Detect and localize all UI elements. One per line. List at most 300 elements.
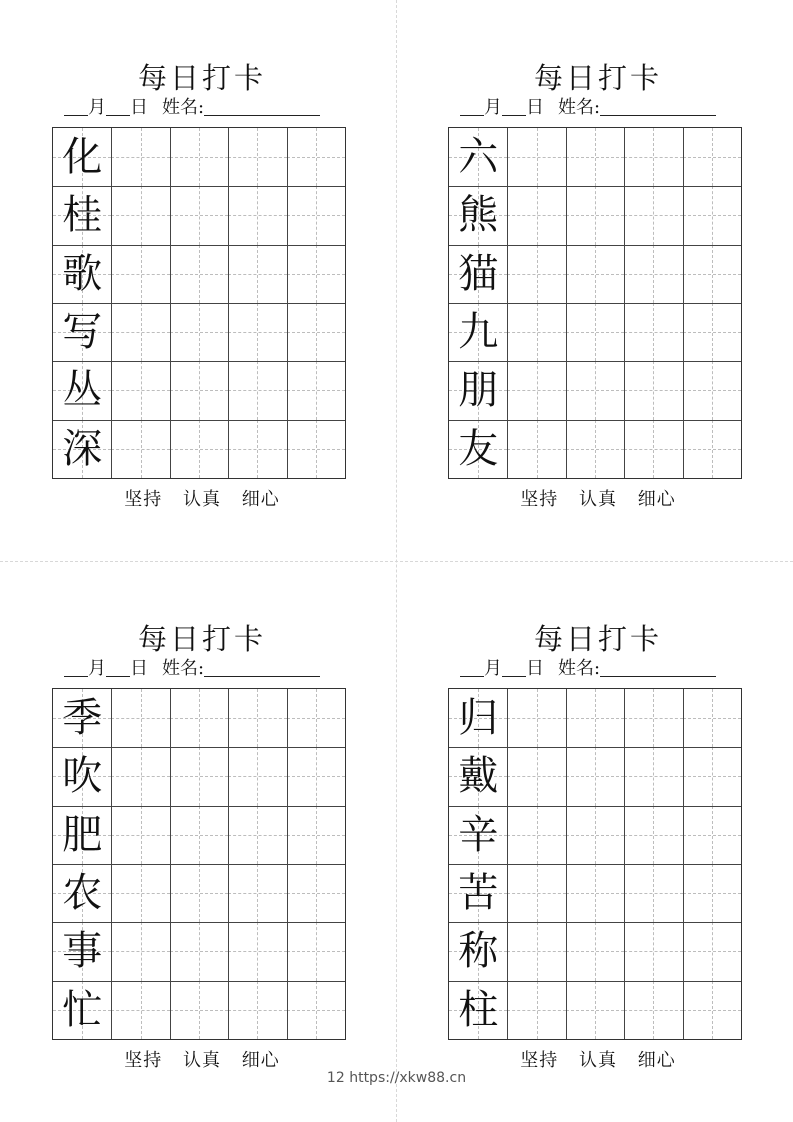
model-character: 事 [62, 928, 103, 975]
practice-cell[interactable] [287, 806, 345, 864]
guide-line-vertical [199, 186, 200, 244]
model-character: 六 [458, 134, 499, 180]
practice-cell[interactable] [287, 420, 345, 478]
guide-line-vertical [653, 689, 654, 747]
practice-cell[interactable] [507, 922, 565, 980]
guide-line-vertical [199, 303, 200, 361]
practice-cell[interactable] [624, 186, 682, 244]
guide-line-vertical [257, 981, 258, 1039]
practice-cell[interactable] [566, 864, 624, 922]
guide-line-vertical [141, 747, 142, 805]
practice-cell[interactable] [111, 128, 169, 186]
guide-line-vertical [653, 186, 654, 244]
guide-line-vertical [316, 747, 317, 805]
guide-line-vertical [595, 922, 596, 980]
day-blank[interactable] [106, 114, 130, 116]
motto: 坚持 认真 细心 [124, 489, 280, 510]
model-character-cell [449, 303, 507, 361]
model-character: 朋 [458, 367, 499, 414]
practice-cell[interactable] [624, 245, 682, 303]
practice-cell[interactable] [507, 245, 565, 303]
model-character: 九 [458, 308, 499, 355]
practice-cell[interactable] [683, 806, 741, 864]
practice-cell[interactable] [624, 981, 682, 1039]
guide-line-vertical [316, 245, 317, 303]
model-character: 称 [458, 928, 499, 975]
practice-cell[interactable] [683, 361, 741, 419]
grid-row [53, 864, 345, 922]
practice-cell[interactable] [287, 303, 345, 361]
column-divider [507, 128, 508, 478]
guide-line-vertical [537, 806, 538, 864]
writing-grid [52, 127, 346, 479]
guide-line-vertical [653, 922, 654, 980]
guide-line-vertical [537, 303, 538, 361]
guide-line-vertical [653, 747, 654, 805]
practice-cell[interactable] [566, 420, 624, 478]
guide-line-vertical [199, 864, 200, 922]
practice-cell[interactable] [111, 747, 169, 805]
grid-row [53, 981, 345, 1039]
guide-line-vertical [537, 245, 538, 303]
practice-cell[interactable] [111, 922, 169, 980]
guide-line-vertical [537, 922, 538, 980]
practice-cell[interactable] [624, 806, 682, 864]
grid-row [449, 245, 741, 303]
practice-cell[interactable] [287, 922, 345, 980]
practice-cell[interactable] [624, 864, 682, 922]
model-character: 苦 [458, 869, 499, 916]
practice-cell[interactable] [683, 303, 741, 361]
guide-line-vertical [141, 420, 142, 478]
model-character-cell [53, 245, 111, 303]
column-divider [228, 689, 229, 1039]
grid-row [449, 128, 741, 186]
practice-cell[interactable] [111, 245, 169, 303]
writing-grid [52, 688, 346, 1040]
grid-row [53, 689, 345, 747]
page-footer [0, 1070, 793, 1086]
guide-line-vertical [712, 186, 713, 244]
guide-line-vertical [595, 186, 596, 244]
practice-cell[interactable] [287, 128, 345, 186]
guide-line-vertical [199, 806, 200, 864]
guide-line-vertical [653, 420, 654, 478]
model-character: 季 [62, 695, 103, 741]
practice-cell[interactable] [566, 806, 624, 864]
practice-cell[interactable] [111, 420, 169, 478]
guide-line-vertical [141, 303, 142, 361]
month-blank[interactable] [460, 114, 484, 116]
practice-cell[interactable] [170, 420, 228, 478]
practice-cell[interactable] [287, 245, 345, 303]
guide-line-vertical [712, 864, 713, 922]
guide-line-vertical [257, 128, 258, 186]
guide-line-vertical [316, 806, 317, 864]
practice-cell[interactable] [566, 981, 624, 1039]
guide-line-vertical [199, 128, 200, 186]
practice-cell[interactable] [683, 245, 741, 303]
month-label: 月 [88, 658, 106, 679]
guide-line-vertical [257, 806, 258, 864]
model-character: 柱 [458, 986, 499, 1033]
model-character-cell [449, 186, 507, 244]
model-character: 吹 [62, 753, 103, 800]
model-character: 辛 [458, 811, 499, 858]
practice-cell[interactable] [507, 864, 565, 922]
column-divider [566, 128, 567, 478]
practice-cell[interactable] [683, 689, 741, 747]
practice-cell[interactable] [507, 689, 565, 747]
guide-line-vertical [316, 128, 317, 186]
card-title: 每日打卡 [533, 61, 662, 95]
guide-line-vertical [141, 128, 142, 186]
model-character: 归 [458, 695, 499, 741]
month-blank[interactable] [64, 675, 88, 677]
practice-cell[interactable] [624, 128, 682, 186]
guide-line-vertical [257, 245, 258, 303]
guide-line-vertical [653, 806, 654, 864]
model-character-cell [449, 689, 507, 747]
writing-grid [448, 127, 742, 479]
guide-line-vertical [712, 303, 713, 361]
practice-cell[interactable] [111, 864, 169, 922]
guide-line-vertical [141, 806, 142, 864]
practice-cell[interactable] [228, 303, 286, 361]
practice-card [52, 60, 352, 510]
model-character-cell [53, 420, 111, 478]
practice-cell[interactable] [683, 186, 741, 244]
model-character-cell [53, 864, 111, 922]
guide-line-vertical [653, 981, 654, 1039]
model-character-cell [449, 747, 507, 805]
practice-cell[interactable] [287, 689, 345, 747]
grid-row [53, 186, 345, 244]
guide-line-vertical [653, 128, 654, 186]
column-divider [287, 128, 288, 478]
practice-card [52, 621, 352, 1071]
practice-cell[interactable] [507, 747, 565, 805]
day-blank[interactable] [106, 675, 130, 677]
guide-line-vertical [257, 689, 258, 747]
practice-cell[interactable] [170, 806, 228, 864]
column-divider [170, 128, 171, 478]
practice-cell[interactable] [624, 303, 682, 361]
practice-cell[interactable] [228, 806, 286, 864]
source-url: https://xkw88.cn [349, 1070, 467, 1086]
guide-line-vertical [141, 981, 142, 1039]
practice-card [448, 60, 748, 510]
guide-line-vertical [712, 689, 713, 747]
practice-cell[interactable] [683, 922, 741, 980]
guide-line-vertical [316, 303, 317, 361]
date-name-line [448, 95, 748, 121]
day-label: 日 [526, 97, 544, 118]
grid-row [53, 245, 345, 303]
guide-line-vertical [595, 245, 596, 303]
model-character-cell [53, 361, 111, 419]
model-character-cell [449, 981, 507, 1039]
grid-row [449, 806, 741, 864]
guide-line-vertical [712, 747, 713, 805]
guide-line-vertical [257, 747, 258, 805]
guide-line-vertical [316, 864, 317, 922]
practice-cell[interactable] [287, 361, 345, 419]
guide-line-vertical [595, 303, 596, 361]
month-label: 月 [484, 658, 502, 679]
name-blank[interactable] [600, 114, 716, 116]
practice-cell[interactable] [170, 747, 228, 805]
practice-cell[interactable] [624, 689, 682, 747]
guide-line-vertical [257, 922, 258, 980]
day-label: 日 [130, 97, 148, 118]
guide-line-vertical [141, 361, 142, 419]
model-character: 戴 [458, 753, 499, 800]
date-name-line [52, 95, 352, 121]
grid-row [449, 303, 741, 361]
column-divider [111, 128, 112, 478]
guide-line-vertical [595, 806, 596, 864]
writing-grid [448, 688, 742, 1040]
practice-cell[interactable] [287, 981, 345, 1039]
practice-cell[interactable] [111, 981, 169, 1039]
practice-cell[interactable] [566, 747, 624, 805]
practice-cell[interactable] [566, 128, 624, 186]
model-character-cell [53, 186, 111, 244]
practice-cell[interactable] [111, 186, 169, 244]
practice-card [448, 621, 748, 1071]
guide-line-vertical [595, 747, 596, 805]
guide-line-vertical [199, 361, 200, 419]
practice-cell[interactable] [111, 303, 169, 361]
guide-line-vertical [257, 864, 258, 922]
guide-line-vertical [257, 420, 258, 478]
guide-line-vertical [595, 128, 596, 186]
grid-row [53, 361, 345, 419]
practice-cell[interactable] [566, 922, 624, 980]
practice-cell[interactable] [566, 186, 624, 244]
practice-cell[interactable] [228, 128, 286, 186]
date-name-line [448, 656, 748, 682]
page-number: 12 [326, 1070, 345, 1086]
guide-line-vertical [653, 303, 654, 361]
model-character: 忙 [62, 986, 103, 1033]
guide-line-vertical [653, 245, 654, 303]
practice-cell[interactable] [170, 303, 228, 361]
practice-cell[interactable] [111, 361, 169, 419]
grid-row [53, 806, 345, 864]
practice-cell[interactable] [228, 922, 286, 980]
guide-line-vertical [199, 420, 200, 478]
practice-cell[interactable] [507, 806, 565, 864]
model-character-cell [449, 245, 507, 303]
model-character: 化 [62, 134, 103, 180]
practice-cell[interactable] [170, 245, 228, 303]
name-label: 姓名: [162, 97, 205, 118]
practice-cell[interactable] [507, 186, 565, 244]
guide-line-vertical [712, 922, 713, 980]
model-character-cell [53, 981, 111, 1039]
horizontal-cut-line [0, 561, 793, 562]
model-character-cell [449, 864, 507, 922]
guide-line-vertical [712, 806, 713, 864]
month-label: 月 [484, 97, 502, 118]
guide-line-vertical [712, 981, 713, 1039]
guide-line-vertical [537, 864, 538, 922]
guide-line-vertical [141, 689, 142, 747]
practice-cell[interactable] [683, 981, 741, 1039]
practice-cell[interactable] [170, 981, 228, 1039]
practice-cell[interactable] [170, 361, 228, 419]
practice-cell[interactable] [287, 186, 345, 244]
model-character-cell [449, 922, 507, 980]
practice-cell[interactable] [566, 245, 624, 303]
practice-cell[interactable] [170, 186, 228, 244]
column-divider [683, 128, 684, 478]
guide-line-vertical [712, 128, 713, 186]
model-character: 农 [62, 869, 103, 916]
guide-line-vertical [537, 186, 538, 244]
practice-cell[interactable] [683, 128, 741, 186]
column-divider [624, 128, 625, 478]
practice-cell[interactable] [228, 981, 286, 1039]
grid-row [449, 689, 741, 747]
practice-cell[interactable] [228, 361, 286, 419]
grid-row [53, 747, 345, 805]
guide-line-vertical [653, 361, 654, 419]
guide-line-vertical [653, 864, 654, 922]
guide-line-vertical [199, 245, 200, 303]
name-blank[interactable] [204, 114, 320, 116]
guide-line-vertical [316, 689, 317, 747]
model-character-cell [53, 747, 111, 805]
day-label: 日 [130, 658, 148, 679]
guide-line-vertical [257, 186, 258, 244]
practice-cell[interactable] [624, 747, 682, 805]
practice-cell[interactable] [507, 128, 565, 186]
guide-line-vertical [537, 981, 538, 1039]
practice-cell[interactable] [566, 303, 624, 361]
card-title: 每日打卡 [533, 622, 662, 656]
day-blank[interactable] [502, 675, 526, 677]
guide-line-vertical [257, 361, 258, 419]
guide-line-vertical [199, 689, 200, 747]
name-blank[interactable] [204, 675, 320, 677]
motto: 坚持 认真 细心 [520, 1050, 676, 1071]
practice-cell[interactable] [228, 747, 286, 805]
guide-line-vertical [141, 864, 142, 922]
practice-cell[interactable] [566, 689, 624, 747]
guide-line-vertical [537, 128, 538, 186]
practice-cell[interactable] [111, 806, 169, 864]
practice-cell[interactable] [287, 864, 345, 922]
practice-cell[interactable] [507, 361, 565, 419]
month-label: 月 [88, 97, 106, 118]
practice-cell[interactable] [624, 420, 682, 478]
practice-cell[interactable] [507, 303, 565, 361]
practice-cell[interactable] [170, 922, 228, 980]
practice-cell[interactable] [683, 420, 741, 478]
name-blank[interactable] [600, 675, 716, 677]
column-divider [287, 689, 288, 1039]
model-character-cell [449, 806, 507, 864]
column-divider [507, 689, 508, 1039]
practice-cell[interactable] [507, 981, 565, 1039]
guide-line-vertical [537, 420, 538, 478]
grid-row [449, 981, 741, 1039]
guide-line-vertical [141, 922, 142, 980]
guide-line-vertical [316, 186, 317, 244]
practice-cell[interactable] [507, 420, 565, 478]
model-character-cell [449, 420, 507, 478]
practice-cell[interactable] [683, 864, 741, 922]
model-character: 深 [62, 425, 103, 472]
guide-line-vertical [199, 981, 200, 1039]
practice-cell[interactable] [228, 689, 286, 747]
guide-line-vertical [316, 420, 317, 478]
guide-line-vertical [316, 981, 317, 1039]
practice-cell[interactable] [228, 864, 286, 922]
grid-row [449, 361, 741, 419]
column-divider [683, 689, 684, 1039]
guide-line-vertical [595, 864, 596, 922]
practice-cell[interactable] [287, 747, 345, 805]
column-divider [170, 689, 171, 1039]
grid-row [53, 922, 345, 980]
guide-line-vertical [595, 689, 596, 747]
practice-cell[interactable] [566, 361, 624, 419]
month-blank[interactable] [460, 675, 484, 677]
practice-cell[interactable] [683, 747, 741, 805]
grid-row [53, 128, 345, 186]
practice-cell[interactable] [228, 186, 286, 244]
practice-cell[interactable] [170, 864, 228, 922]
model-character: 猫 [458, 250, 499, 297]
practice-cell[interactable] [170, 128, 228, 186]
practice-cell[interactable] [624, 922, 682, 980]
model-character-cell [53, 303, 111, 361]
name-label: 姓名: [558, 658, 601, 679]
motto: 坚持 认真 细心 [124, 1050, 280, 1071]
day-blank[interactable] [502, 114, 526, 116]
guide-line-vertical [712, 420, 713, 478]
guide-line-vertical [141, 245, 142, 303]
model-character-cell [53, 689, 111, 747]
model-character: 熊 [458, 192, 499, 239]
model-character: 肥 [62, 811, 103, 858]
grid-row [449, 186, 741, 244]
grid-row [449, 864, 741, 922]
practice-cell[interactable] [170, 689, 228, 747]
column-divider [228, 128, 229, 478]
guide-line-vertical [141, 186, 142, 244]
guide-line-vertical [199, 922, 200, 980]
model-character: 友 [458, 425, 499, 472]
card-title: 每日打卡 [137, 61, 266, 95]
grid-row [449, 747, 741, 805]
practice-cell[interactable] [228, 420, 286, 478]
guide-line-vertical [537, 747, 538, 805]
month-blank[interactable] [64, 114, 88, 116]
guide-line-vertical [199, 747, 200, 805]
motto: 坚持 认真 细心 [520, 489, 676, 510]
column-divider [111, 689, 112, 1039]
practice-cell[interactable] [228, 245, 286, 303]
practice-cell[interactable] [111, 689, 169, 747]
grid-row [53, 303, 345, 361]
practice-cell[interactable] [624, 361, 682, 419]
model-character-cell [53, 128, 111, 186]
